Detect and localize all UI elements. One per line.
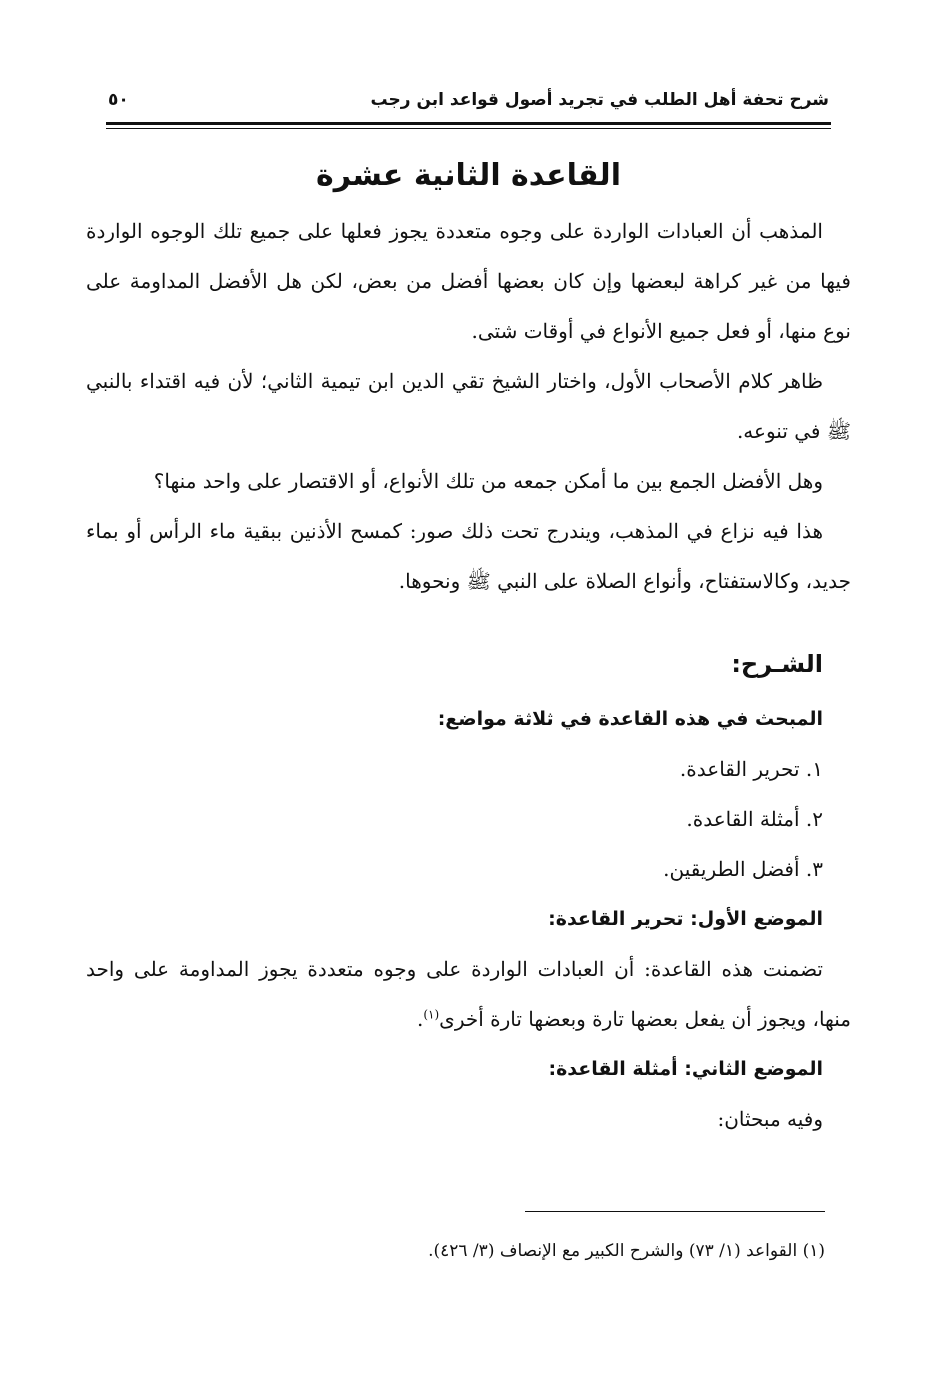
rule-title: القاعدة الثانية عشرة: [316, 158, 621, 193]
page-number: ٥٠: [108, 90, 129, 110]
footnote-marker: (١): [423, 1007, 440, 1022]
sharh-heading: الشـرح:: [731, 650, 823, 678]
rule-paragraph-3: وهل الأفضل الجمع بين ما أمكن جمعه من تلك الأنواع، أو الاقتصار على واحد منها؟: [153, 469, 823, 493]
sharh-intro: المبحث في هذه القاعدة في ثلاثة مواضع:: [437, 708, 823, 730]
footnote-rule: [525, 1211, 825, 1212]
first-section-text: [86, 944, 851, 1044]
list-item-1: ١. تحرير القاعدة.: [679, 757, 823, 781]
rule-paragraph-2: ظاهر كلام الأصحاب الأول، واختار الشيخ تقي الدين ابن تيمية الثاني؛ لأن فيه اقتداء بالنبي ﷺ في تنوعه.: [86, 369, 851, 443]
page-body: [86, 148, 851, 1144]
running-title: شرح تحفة أهل الطلب في تجريد أصول قواعد ابن رجب: [370, 90, 829, 110]
first-section-body: تضمنت هذه القاعدة: أن العبادات الواردة على وجوه متعددة يجوز المداومة على واحد منها، ويجوز أن يفعل بعضها تارة وبعضها تارة أخرى: [86, 957, 851, 1031]
rule-paragraph-4: هذا فيه نزاع في المذهب، ويندرج تحت ذلك صور: كمسح الأذنين ببقية ماء الرأس أو بماء جديد، وكالاستفتاح، وأنواع الصلاة على النبي ﷺ ونحوها.: [86, 519, 851, 593]
header-rule-thick: [106, 122, 831, 125]
second-section-heading: الموضع الثاني: أمثلة القاعدة:: [548, 1058, 823, 1080]
footnote: (١) القواعد (١/ ٧٣) والشرح الكبير مع الإنصاف (٣/ ٤٢٦).: [428, 1241, 825, 1261]
second-section-text: وفيه مبحثان:: [717, 1107, 823, 1131]
running-header: [108, 84, 829, 116]
header-rule-thin: [106, 128, 831, 129]
first-section-heading: الموضع الأول: تحرير القاعدة:: [548, 908, 823, 930]
list-item-2: ٢. أمثلة القاعدة.: [686, 807, 823, 831]
list-item-3: ٣. أفضل الطريقين.: [663, 857, 823, 881]
first-section-end: .: [416, 1007, 424, 1031]
rule-paragraph-1: المذهب أن العبادات الواردة على وجوه متعددة يجوز فعلها على جميع تلك الوجوه الواردة فيها من غير كراهة لبعضها وإن كان بعضها أفضل من بعض، لكن هل الأفضل المداومة على نوع منها، أو فعل جميع الأنواع في أوقات شتى.: [86, 219, 851, 343]
